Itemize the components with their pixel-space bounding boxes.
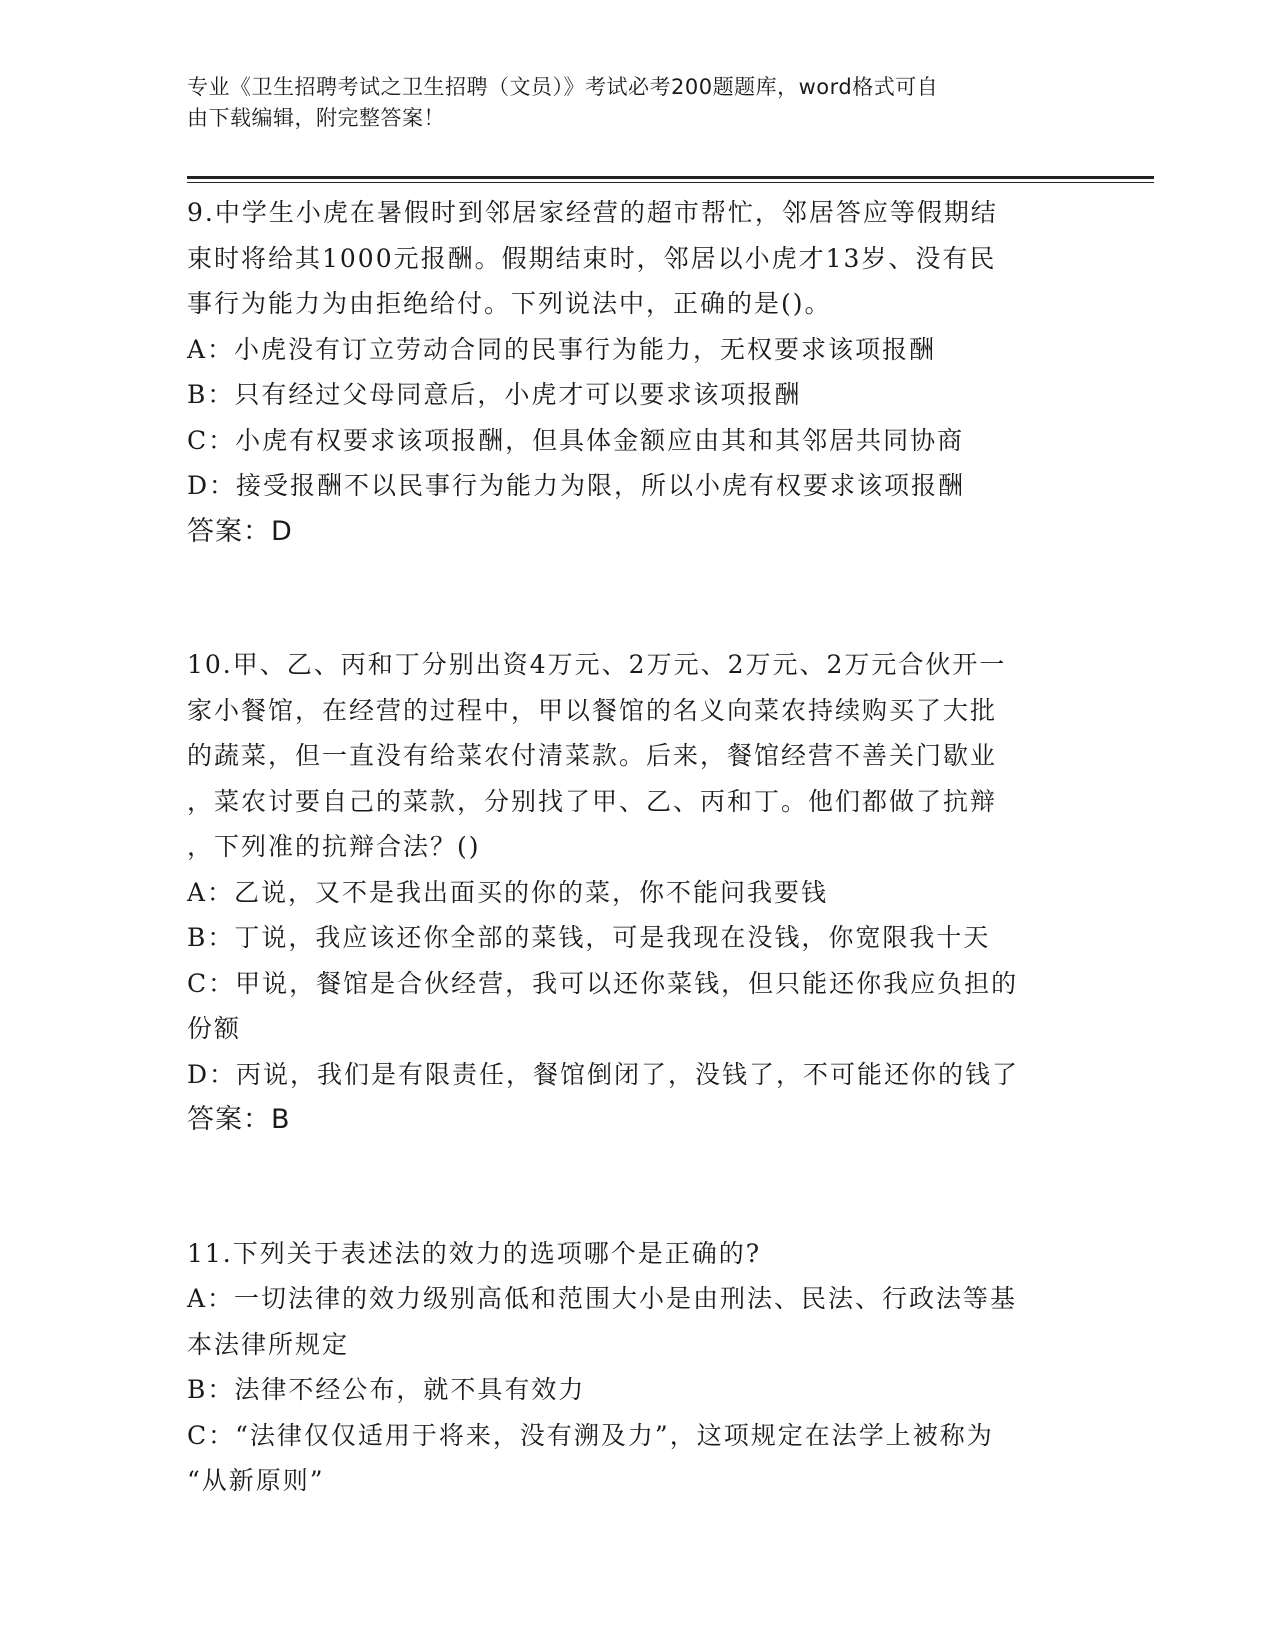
header-divider-thin: [187, 182, 1154, 183]
header-line-2: 由下载编辑，附完整答案！: [187, 106, 445, 130]
option-b: B：只有经过父母同意后，小虎才可以要求该项报酬: [187, 380, 802, 409]
question-stem-line: 11.下列关于表述法的效力的选项哪个是正确的?: [187, 1238, 762, 1268]
option-d: D：接受报酬不以民事行为能力为限，所以小虎有权要求该项报酬: [187, 471, 966, 500]
question-block-11: [187, 1231, 1087, 1504]
question-stem-line: 9.中学生小虎在暑假时到邻居家经营的超市帮忙，邻居答应等假期结: [187, 198, 998, 227]
option-c-continued: “从新原则”: [187, 1466, 325, 1495]
option-c: C：“法律仅仅适用于将来，没有溯及力”，这项规定在法学上被称为: [187, 1420, 994, 1450]
option-a: A：一切法律的效力级别高低和范围大小是由刑法、民法、行政法等基: [187, 1284, 1018, 1313]
document-header: [187, 72, 1087, 134]
option-b: B：法律不经公布，就不具有效力: [187, 1375, 586, 1404]
question-stem-line: 事行为能力为由拒绝给付。下列说法中，正确的是()。: [187, 289, 832, 318]
option-c: C：小虎有权要求该项报酬，但具体金额应由其和其邻居共同协商: [187, 425, 965, 455]
question-block-10: [187, 642, 1087, 1143]
option-a: A：小虎没有订立劳动合同的民事行为能力，无权要求该项报酬: [187, 334, 937, 364]
question-spacer: [187, 1143, 1087, 1231]
option-d: D：丙说，我们是有限责任，餐馆倒闭了，没钱了，不可能还你的钱了: [187, 1059, 1020, 1089]
question-stem-line: ，菜农讨要自己的菜款，分别找了甲、乙、丙和丁。他们都做了抗辩: [187, 786, 998, 816]
question-stem-line: 家小餐馆，在经营的过程中，甲以餐馆的名义向菜农持续购买了大批: [187, 695, 998, 725]
question-stem-line: 的蔬菜，但一直没有给菜农付清菜款。后来，餐馆经营不善关门歇业: [187, 741, 998, 770]
option-c: C：甲说，餐馆是合伙经营，我可以还你菜钱，但只能还你我应负担的: [187, 968, 1019, 998]
question-list: [187, 190, 1087, 1504]
answer-label: 答案：D: [187, 515, 293, 547]
header-divider-thick: [187, 176, 1154, 179]
question-stem-line: 束时将给其1000元报酬。假期结束时，邻居以小虎才13岁、没有民: [187, 243, 997, 273]
option-b: B：丁说，我应该还你全部的菜钱，可是我现在没钱，你宽限我十天: [187, 923, 991, 952]
question-stem-line: 10.甲、乙、丙和丁分别出资4万元、2万元、2万元、2万元合伙开一: [187, 650, 1007, 679]
option-c-continued: 份额: [187, 1014, 242, 1043]
answer-label: 答案：B: [187, 1104, 291, 1135]
header-line-1: 专业《卫生招聘考试之卫生招聘（文员）》考试必考200题题库，word格式可自: [187, 75, 939, 99]
option-a-continued: 本法律所规定: [187, 1329, 350, 1359]
question-spacer: [187, 554, 1087, 642]
question-stem-line: ，下列准的抗辩合法？(): [187, 832, 481, 861]
option-a: A：乙说，又不是我出面买的你的菜，你不能问我要钱: [187, 877, 829, 907]
question-block-9: [187, 190, 1087, 554]
